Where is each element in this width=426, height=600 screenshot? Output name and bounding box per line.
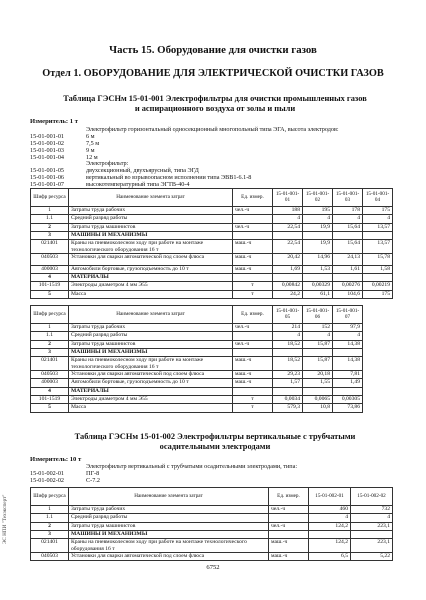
table-row: 5 Масса т 579,3 10,8 73,86 — [31, 404, 363, 412]
header-col: 15-01-001-01 — [273, 189, 303, 207]
table-row: 040503 Установки для сварки автоматической под слоем флюса маш.-ч 20,42 14,96 24,13 15,78 — [31, 254, 393, 266]
resource-table-1a — [30, 188, 393, 299]
table1-measure: Измеритель: 1 т — [30, 118, 78, 125]
code-line: 15-01-001-02 7,5 м — [30, 139, 100, 147]
header-name: Наименование элемента затрат — [69, 189, 233, 207]
table-header-row — [31, 488, 393, 506]
header-unit: Ед. измер. — [233, 189, 273, 207]
resource-table-1b — [30, 305, 363, 413]
resource-table-2 — [30, 487, 393, 561]
header-col: 15-01-001-05 — [273, 306, 303, 324]
table-row: 1.1 Средний разряд работы 4 4 4 4 — [31, 215, 393, 223]
table2-code-list — [30, 463, 400, 484]
code-line: 15-01-002-02 С-7.2 — [30, 476, 100, 484]
code-line: 15-01-002-01 ПГ-8 — [30, 469, 100, 477]
table-row: 021401 Краны на пневмоколесном ходу при работе на монтаже технологического оборудования 16 т маш.-ч 124,2 223,1 — [31, 539, 393, 553]
header-col: 15-01-001-07 — [333, 306, 363, 324]
code-line: Электрофильтр вертикальный с трубчатыми осадительными электродами, типа: — [86, 463, 298, 470]
table-row: 2 Затраты труда машинистов чел.-ч 22,54 19,9 15,64 13,57 — [31, 223, 393, 231]
part-title: Часть 15. Оборудование для очистки газов — [109, 44, 317, 56]
code-line: 15-01-001-05 двухсекционный, двухъярусный, типа ЭГД — [30, 167, 199, 175]
table-row: 021401 Краны на пневмоколесном ходу при работе на монтаже технологического оборудования 16 т маш.-ч 18,52 15,87 14,38 — [31, 357, 363, 371]
table-row: 101-1519 Электроды диаметром 4 мм Э55 т 0,0034 0,0065 0,00305 — [31, 395, 363, 403]
code-line: 15-01-001-06 вертикальный во взрывоопасном исполнении типа ЭВВ1-6.1-8 — [30, 174, 252, 182]
header-col: 15-01-001-04 — [363, 189, 393, 207]
header-col: 15-01-001-03 — [333, 189, 363, 207]
header-code: Шифр ресурса — [31, 306, 69, 324]
table-row: 021401 Краны на пневмоколесном ходу при работе на монтаже технологического оборудования 16 т маш.-ч 22,54 19,9 15,64 13,57 — [31, 240, 393, 254]
table-row: 101-1519 Электроды диаметром 4 мм Э55 т 0,00842 0,00329 0,00276 0,00219 — [31, 282, 393, 290]
code-line: 15-01-001-04 12 м — [30, 153, 98, 161]
code-line: 15-01-001-01 6 м — [30, 132, 95, 140]
table-row: 2 Затраты труда машинистов чел.-ч 18,52 15,87 14,38 — [31, 340, 363, 348]
header-name: Наименование элемента затрат — [69, 488, 269, 506]
header-col: 15-01-002-01 — [309, 488, 351, 506]
table2-title: Таблица ГЭСНм 15-01-002 Электрофильтры вертикальные с трубчатыми осадительными электродами — [74, 432, 356, 452]
header-col: 15-01-001-06 — [303, 306, 333, 324]
page-number: 6752 — [206, 564, 220, 571]
table-row: 1.1 Средний разряд работы 4 4 4 — [31, 332, 363, 340]
code-line: 15-01-001-07 высокотемпературный типа ЭГТВ-40-4 — [30, 181, 190, 189]
table-row: 400003 Автомобили бортовые, грузоподъемность до 10 т маш.-ч 1,69 1,53 1,61 1,58 — [31, 265, 393, 273]
header-unit: Ед. измер. — [269, 488, 309, 506]
table1-title: Таблица ГЭСНм 15-01-001 Электрофильтры для очистки промышленных газов и аспирационного воздуха от золы и пыли — [63, 94, 367, 114]
table1-code-list — [30, 126, 400, 188]
table-row: 4 МАТЕРИАЛЫ — [31, 387, 363, 395]
header-unit: Ед. измер. — [233, 306, 273, 324]
header-code: Шифр ресурса — [31, 488, 69, 506]
header-col: 15-01-002-02 — [351, 488, 393, 506]
header-name: Наименование элемента затрат — [69, 306, 233, 324]
table-row: 2 Затраты труда машинистов чел.-ч 124,2 223,1 — [31, 522, 393, 530]
table-header-row — [31, 189, 393, 207]
table-row: 1 Затраты труда рабочих чел.-ч 460 732 — [31, 506, 393, 514]
side-stamp: ЭС НПИ "Техэксперт" — [2, 494, 8, 544]
table2-measure: Измеритель: 10 т — [30, 456, 82, 463]
header-col: 15-01-001-02 — [303, 189, 333, 207]
code-line: 15-01-001-03 9 м — [30, 146, 95, 154]
table-row: 1 Затраты труда рабочих чел.-ч 214 152 97,9 — [31, 324, 363, 332]
table-row: 040503 Установки для сварки автоматической под слоем флюса маш.-ч 29,23 20,18 7,81 — [31, 371, 363, 379]
code-line: Электрофильтр горизонтальный односекционный многопольный типа ЭГА, высота электродов: — [86, 126, 339, 133]
table-row: 3 МАШИНЫ И МЕХАНИЗМЫ — [31, 530, 393, 538]
header-code: Шифр ресурса — [31, 189, 69, 207]
code-line: Электрофильтр: — [86, 160, 129, 168]
table-row: 4 МАТЕРИАЛЫ — [31, 274, 393, 282]
section-title: Отдел 1. ОБОРУДОВАНИЕ ДЛЯ ЭЛЕКТРИЧЕСКОЙ ОЧИСТКИ ГАЗОВ — [42, 68, 384, 79]
table-header-row — [31, 306, 363, 324]
table-row: 1 Затраты труда рабочих чел.-ч 188 195 178 175 — [31, 207, 393, 215]
table-row: 3 МАШИНЫ И МЕХАНИЗМЫ — [31, 348, 363, 356]
table-row: 1.1 Средний разряд работы 4 4 — [31, 514, 393, 522]
table-row: 5 Масса т 24,2 61,1 104,6 175 — [31, 290, 393, 298]
table-row: 3 МАШИНЫ И МЕХАНИЗМЫ — [31, 231, 393, 239]
table-row: 040503 Установки для сварки автоматической под слоем флюса маш.-ч 6,5 5,22 — [31, 553, 393, 561]
table-row: 400003 Автомобили бортовые, грузоподъемность до 10 т маш.-ч 1,57 1,55 1,49 — [31, 379, 363, 387]
